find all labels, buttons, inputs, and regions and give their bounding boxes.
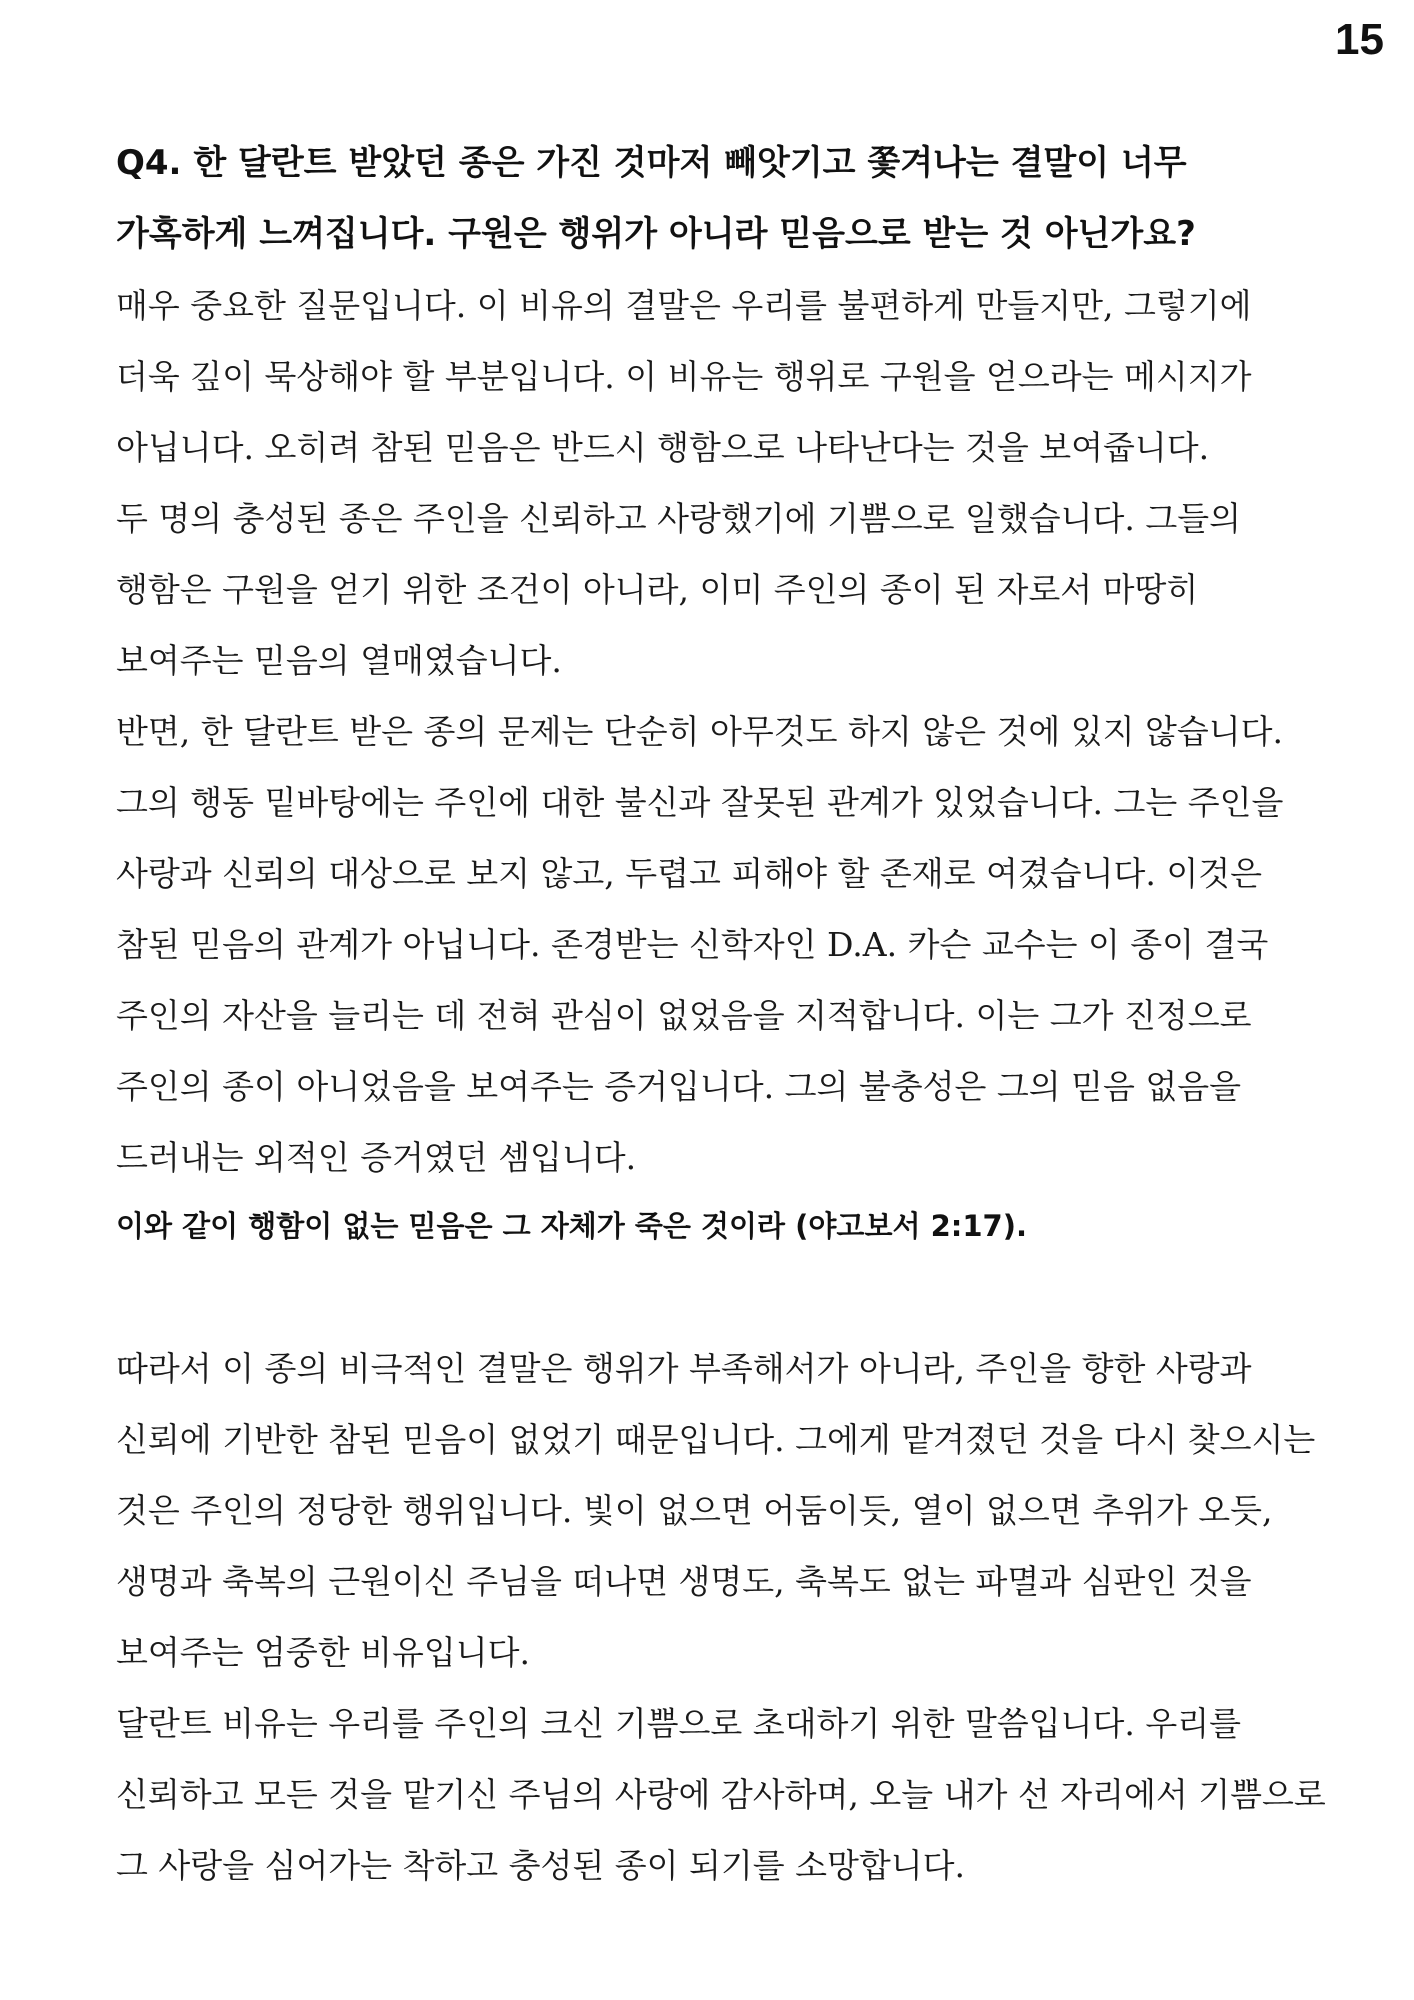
text-line: 매우 중요한 질문입니다. 이 비유의 결말은 우리를 불편하게 만들지만, 그렇기에	[116, 286, 1252, 325]
text-line: 보여주는 믿음의 열매였습니다.	[116, 641, 562, 680]
text-line: 그 사랑을 심어가는 착하고 충성된 종이 되기를 소망합니다.	[116, 1846, 965, 1885]
question-heading	[116, 128, 1346, 270]
text-line: 그의 행동 밑바탕에는 주인에 대한 불신과 잘못된 관계가 있었습니다. 그는 주인을	[116, 783, 1284, 822]
text-line: 달란트 비유는 우리를 주인의 크신 기쁨으로 초대하기 위한 말씀입니다. 우리를	[116, 1704, 1241, 1743]
document-body	[116, 128, 1346, 1901]
text-line: 행함은 구원을 얻기 위한 조건이 아니라, 이미 주인의 종이 된 자로서 마땅히	[116, 570, 1199, 609]
text-line: 신뢰에 기반한 참된 믿음이 없었기 때문입니다. 그에게 맡겨졌던 것을 다시 찾으시는	[116, 1420, 1316, 1459]
closing-paragraph-1	[116, 1333, 1346, 1688]
text-line: 사랑과 신뢰의 대상으로 보지 않고, 두렵고 피해야 할 존재로 여겼습니다. 이것은	[116, 854, 1262, 893]
closing-paragraph-2	[116, 1688, 1346, 1901]
text-line: 반면, 한 달란트 받은 종의 문제는 단순히 아무것도 하지 않은 것에 있지 않습니다.	[116, 712, 1283, 751]
answer-paragraph-2	[116, 483, 1346, 696]
section-spacer	[116, 1259, 1346, 1333]
answer-paragraph-3	[116, 696, 1346, 1193]
text-line: 생명과 축복의 근원이신 주님을 떠나면 생명도, 축복도 없는 파멸과 심판인 것을	[116, 1562, 1252, 1601]
text-line: 두 명의 충성된 종은 주인을 신뢰하고 사랑했기에 기쁨으로 일했습니다. 그들의	[116, 499, 1241, 538]
text-line: 따라서 이 종의 비극적인 결말은 행위가 부족해서가 아니라, 주인을 향한 사랑과	[116, 1349, 1252, 1388]
page-number: 15	[1335, 15, 1384, 64]
text-line: 보여주는 엄중한 비유입니다.	[116, 1633, 531, 1672]
text-line: 드러내는 외적인 증거였던 셈입니다.	[116, 1138, 637, 1177]
text-line: 아닙니다. 오히려 참된 믿음은 반드시 행함으로 나타난다는 것을 보여줍니다.	[116, 428, 1210, 467]
scripture-quote: 이와 같이 행함이 없는 믿음은 그 자체가 죽은 것이라 (야고보서 2:17).	[116, 1209, 1027, 1243]
question-line: 가혹하게 느껴집니다. 구원은 행위가 아니라 믿음으로 받는 것 아닌가요?	[116, 214, 1196, 254]
text-line: 주인의 자산을 늘리는 데 전혀 관심이 없었음을 지적합니다. 이는 그가 진정으로	[116, 996, 1252, 1035]
text-line: 참된 믿음의 관계가 아닙니다. 존경받는 신학자인 D.A. 카슨 교수는 이 종이 결국	[116, 925, 1269, 964]
text-line: 신뢰하고 모든 것을 맡기신 주님의 사랑에 감사하며, 오늘 내가 선 자리에서 기쁨으로	[116, 1775, 1326, 1814]
text-line: 주인의 종이 아니었음을 보여주는 증거입니다. 그의 불충성은 그의 믿음 없음을	[116, 1067, 1241, 1106]
text-line: 것은 주인의 정당한 행위입니다. 빛이 없으면 어둠이듯, 열이 없으면 추위가 오듯,	[116, 1491, 1273, 1530]
question-line: Q4. 한 달란트 받았던 종은 가진 것마저 빼앗기고 쫓겨나는 결말이 너무	[116, 143, 1187, 183]
answer-paragraph-1	[116, 270, 1346, 483]
text-line: 더욱 깊이 묵상해야 할 부분입니다. 이 비유는 행위로 구원을 얻으라는 메시지가	[116, 357, 1252, 396]
